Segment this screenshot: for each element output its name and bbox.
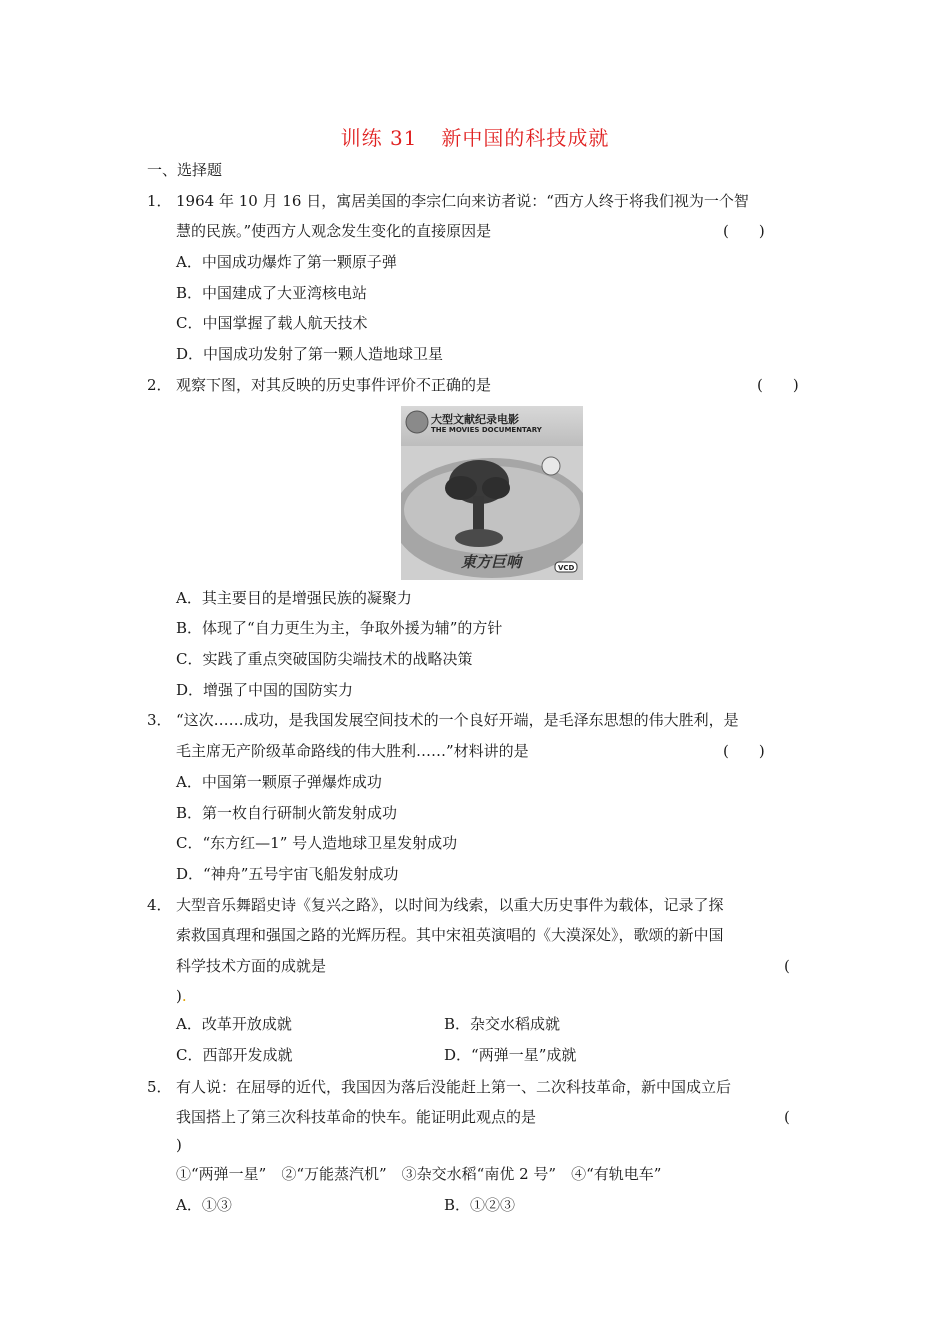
ink-dot-mark: . <box>181 987 187 1005</box>
option-item: C．西部开发成就 <box>176 1046 293 1064</box>
option-item: A．①③ <box>176 1196 232 1214</box>
option-item: D．增强了中国的国防实力 <box>176 681 354 699</box>
option-item: B．第一枚自行研制火箭发射成功 <box>176 804 398 822</box>
page-title <box>0 122 950 151</box>
option-item: C．“东方红—1” 号人造地球卫星发射成功 <box>176 834 458 852</box>
option-item: B．杂交水稻成就 <box>444 1015 561 1033</box>
answer-bracket: ( ) <box>723 222 765 240</box>
option-item: B．体现了“自力更生为主，争取外援为辅”的方针 <box>176 619 503 637</box>
answer-bracket: ( ) <box>723 742 765 760</box>
answer-bracket: ( ) <box>757 376 799 394</box>
cover-calligraphy: 東方巨响 <box>461 553 522 571</box>
cover-header: 大型文献纪录电影 <box>431 413 519 426</box>
section-heading: 一、选择题 <box>147 161 223 179</box>
question-text: 慧的民族。”使西方人观念发生变化的直接原因是 <box>176 222 492 240</box>
question-text: 有人说：在屈辱的近代，我国因为落后没能赶上第一、二次科技革命，新中国成立后 <box>176 1078 732 1096</box>
question-number: 1． <box>147 192 172 210</box>
question-number: 3． <box>147 711 172 729</box>
cover-subheader: THE MOVIES DOCUMENTARY <box>431 426 542 434</box>
option-item: A．中国成功爆炸了第一颗原子弹 <box>176 253 397 271</box>
option-item: D．中国成功发射了第一颗人造地球卫星 <box>176 345 444 363</box>
question-text: 1964 年 10 月 16 日，寓居美国的李宗仁向来访者说：“西方人终于将我们视为一个智 <box>176 192 749 210</box>
title-part1: 训练 31 <box>340 126 418 150</box>
answer-bracket-close: ) <box>176 1136 182 1154</box>
question-text: 大型音乐舞蹈史诗《复兴之路》，以时间为线索，以重大历史事件为载体，记录了探 <box>176 896 724 914</box>
option-item: A．其主要目的是增强民族的凝聚力 <box>176 589 412 607</box>
question-number: 2． <box>147 376 172 394</box>
question-text: 索救国真理和强国之路的光辉历程。其中宋祖英演唱的《大漠深处》，歌颂的新中国 <box>176 926 724 944</box>
question-text: 毛主席无产阶级革命路线的伟大胜利……”材料讲的是 <box>176 742 529 760</box>
question-text: 观察下图，对其反映的历史事件评价不正确的是 <box>176 376 492 394</box>
question-text: 科学技术方面的成就是 <box>176 957 327 975</box>
question-text: “这次……成功，是我国发展空间技术的一个良好开端，是毛泽东思想的伟大胜利，是 <box>176 711 739 729</box>
option-item: B．①②③ <box>444 1196 516 1214</box>
vcd-badge: VCD <box>558 564 575 572</box>
option-item: D．“神舟”五号宇宙飞船发射成功 <box>176 865 399 883</box>
question-number: 4． <box>147 896 172 914</box>
documentary-cover-image <box>401 406 583 580</box>
option-item: D．“两弹一星”成就 <box>444 1046 577 1064</box>
question-number: 5． <box>147 1078 172 1096</box>
answer-bracket-open: ( <box>784 1108 790 1126</box>
answer-bracket-close <box>176 985 187 1007</box>
answer-bracket-open: ( <box>784 957 790 975</box>
option-item: C．实践了重点突破国防尖端技术的战略决策 <box>176 650 473 668</box>
option-item: C．中国掌握了载人航天技术 <box>176 314 368 332</box>
question-text: 我国搭上了第三次科技革命的快车。能证明此观点的是 <box>176 1108 537 1126</box>
item-list: ①“两弹一星” ②“万能蒸汽机” ③杂交水稻“南优 2 号” ④“有轨电车” <box>176 1165 662 1183</box>
option-item: A．中国第一颗原子弹爆炸成功 <box>176 773 382 791</box>
option-item: B．中国建成了大亚湾核电站 <box>176 284 368 302</box>
bracket-close-char: ) <box>176 987 182 1005</box>
title-part2: 新中国的科技成就 <box>441 126 610 150</box>
option-item: A．改革开放成就 <box>176 1015 292 1033</box>
